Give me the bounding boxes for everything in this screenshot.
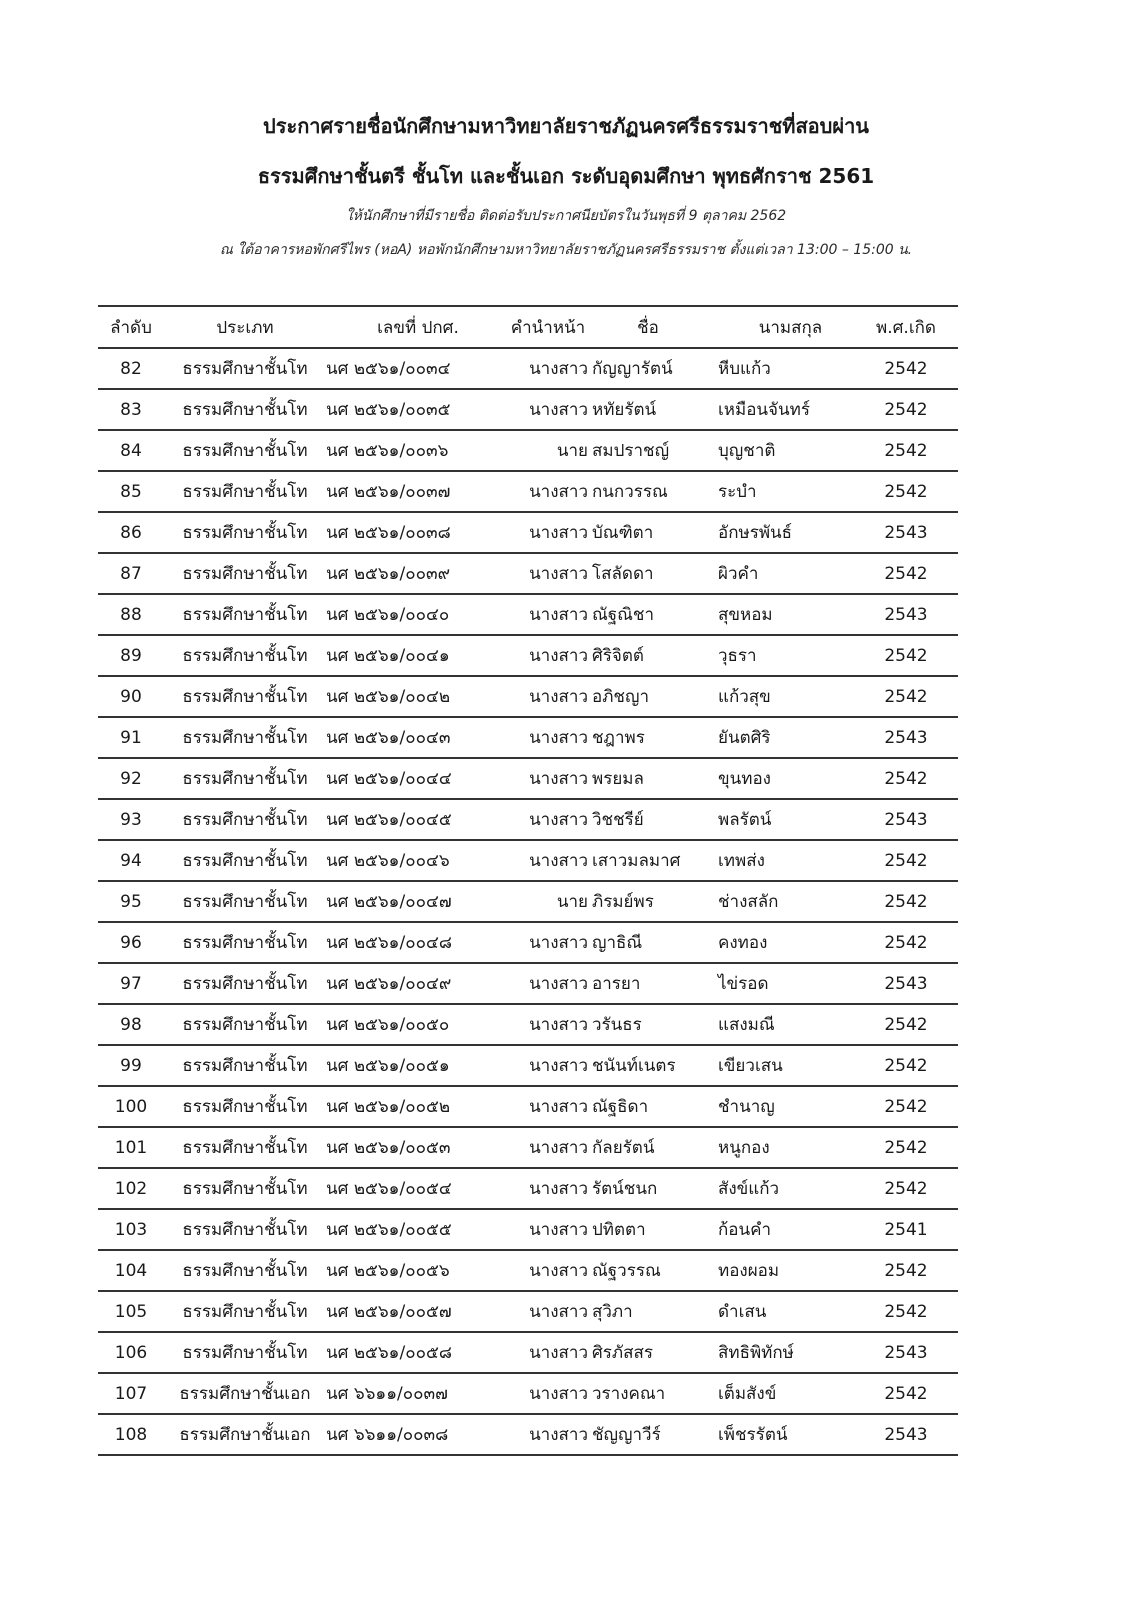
certificate-number-cell: นศ ๒๕๖๑/๐๐๓๙ [326,564,451,584]
type-cell: ธรรมศึกษาชั้นโท [182,1015,308,1035]
certificate-number-cell: นศ ๒๕๖๑/๐๐๓๕ [326,400,451,420]
table-row [98,1251,958,1292]
last-name-cell: อักษรพันธ์ [718,523,793,543]
certificate-number-cell: นศ ๒๕๖๑/๐๐๔๒ [326,687,451,707]
certificate-number-cell: นศ ๒๕๖๑/๐๐๕๐ [326,1015,450,1035]
sequence-cell: 100 [114,1097,148,1117]
prefix-cell: นางสาว [529,687,588,707]
sequence-cell: 94 [120,851,142,871]
prefix-cell: นางสาว [529,1138,588,1158]
table-row [98,1333,958,1374]
birth-year-cell: 2543 [884,1343,928,1363]
prefix-cell: นางสาว [529,400,588,420]
birth-year-cell: 2542 [884,1302,928,1322]
sequence-cell: 104 [114,1261,148,1281]
last-name-cell: ก้อนคำ [718,1220,772,1240]
last-name-cell: สุขหอม [718,605,773,625]
sequence-cell: 103 [114,1220,148,1240]
birth-year-cell: 2542 [884,687,928,707]
header-prefix: คำนำหน้า [510,318,586,338]
last-name-cell: พลรัตน์ [718,810,772,830]
document-subtitle: ธรรมศึกษาชั้นตรี ชั้นโท และชั้นเอก ระดับอุดมศึกษา พุทธศักราช 2561 [257,164,875,188]
last-name-cell: วุธรา [718,646,757,666]
certificate-number-cell: นศ ๒๕๖๑/๐๐๓๘ [326,523,451,543]
certificate-number-cell: นศ ๒๕๖๑/๐๐๔๑ [326,646,450,666]
first-name-cell: ภิรมย์พร [592,892,654,912]
table-row [98,595,958,636]
table-header-row [98,305,958,349]
certificate-number-cell: นศ ๒๕๖๑/๐๐๔๔ [326,769,452,789]
birth-year-cell: 2542 [884,1179,928,1199]
birth-year-cell: 2542 [884,1056,928,1076]
table-row [98,1087,958,1128]
certificate-number-cell: นศ ๒๕๖๑/๐๐๔๐ [326,605,450,625]
birth-year-cell: 2542 [884,1015,928,1035]
type-cell: ธรรมศึกษาชั้นโท [182,1179,308,1199]
sequence-cell: 91 [120,728,142,748]
prefix-cell: นางสาว [529,810,588,830]
last-name-cell: ชำนาญ [718,1097,775,1117]
table-row [98,841,958,882]
header-certificate: เลขที่ ปกศ. [377,318,459,338]
header-last-name: นามสกุล [758,318,823,338]
sequence-cell: 85 [120,482,142,502]
first-name-cell: โสลัดดา [592,564,654,584]
first-name-cell: กนกวรรณ [592,482,668,502]
type-cell: ธรรมศึกษาชั้นโท [182,564,308,584]
certificate-number-cell: นศ ๒๕๖๑/๐๐๔๗ [326,892,452,912]
prefix-cell: นางสาว [529,1384,588,1404]
first-name-cell: หทัยรัตน์ [592,400,657,420]
first-name-cell: ญาธิณี [592,933,643,953]
table-row [98,513,958,554]
sequence-cell: 98 [120,1015,142,1035]
prefix-cell: นางสาว [529,523,588,543]
table-row [98,1415,958,1456]
first-name-cell: วิชชรีย์ [592,810,644,830]
sequence-cell: 96 [120,933,142,953]
prefix-cell: นางสาว [529,769,588,789]
birth-year-cell: 2542 [884,400,928,420]
first-name-cell: ณัฐธิดา [592,1097,649,1117]
sequence-cell: 89 [120,646,142,666]
first-name-cell: เสาวมลมาศ [592,851,681,871]
table-row [98,390,958,431]
certificate-number-cell: นศ ๒๕๖๑/๐๐๔๙ [326,974,452,994]
table-row [98,1210,958,1251]
first-name-cell: สุวิภา [592,1302,633,1322]
last-name-cell: เพ็ชรรัตน์ [718,1425,788,1445]
prefix-cell: นางสาว [529,564,588,584]
certificate-number-cell: นศ ๒๕๖๑/๐๐๔๖ [326,851,450,871]
birth-year-cell: 2543 [884,728,928,748]
last-name-cell: แสงมณี [718,1015,775,1035]
header-sequence: ลำดับ [110,318,152,338]
prefix-cell: นางสาว [529,974,588,994]
sequence-cell: 97 [120,974,142,994]
type-cell: ธรรมศึกษาชั้นโท [182,687,308,707]
last-name-cell: ยันตศิริ [718,728,771,748]
sequence-cell: 99 [120,1056,142,1076]
last-name-cell: ช่างสลัก [718,892,779,912]
prefix-cell: นาย [556,441,588,461]
first-name-cell: ศิรภัสสร [592,1343,654,1363]
type-cell: ธรรมศึกษาชั้นโท [182,1261,308,1281]
sequence-cell: 92 [120,769,142,789]
sequence-cell: 102 [114,1179,148,1199]
type-cell: ธรรมศึกษาชั้นโท [182,933,308,953]
type-cell: ธรรมศึกษาชั้นเอก [179,1425,311,1445]
first-name-cell: บัณฑิตา [592,523,654,543]
certificate-number-cell: นศ ๒๕๖๑/๐๐๓๔ [326,359,451,379]
type-cell: ธรรมศึกษาชั้นโท [182,728,308,748]
prefix-cell: นางสาว [529,1425,588,1445]
first-name-cell: ณัฐณิชา [592,605,655,625]
last-name-cell: ไข่รอด [718,974,769,994]
prefix-cell: นางสาว [529,1302,588,1322]
first-name-cell: ศิริจิตต์ [592,646,644,666]
type-cell: ธรรมศึกษาชั้นโท [182,974,308,994]
sequence-cell: 93 [120,810,142,830]
certificate-number-cell: นศ ๒๕๖๑/๐๐๕๘ [326,1343,452,1363]
birth-year-cell: 2542 [884,1138,928,1158]
prefix-cell: นางสาว [529,1056,588,1076]
prefix-cell: นางสาว [529,646,588,666]
type-cell: ธรรมศึกษาชั้นโท [182,605,308,625]
first-name-cell: ปทิตตา [592,1220,646,1240]
sequence-cell: 84 [120,441,142,461]
type-cell: ธรรมศึกษาชั้นเอก [179,1384,311,1404]
table-row [98,1128,958,1169]
table-row [98,1005,958,1046]
last-name-cell: แก้วสุข [718,687,771,707]
last-name-cell: เต็มสังข์ [718,1384,777,1404]
table-body [98,349,958,1456]
type-cell: ธรรมศึกษาชั้นโท [182,359,308,379]
certificate-number-cell: นศ ๒๕๖๑/๐๐๓๗ [326,482,451,502]
type-cell: ธรรมศึกษาชั้นโท [182,851,308,871]
last-name-cell: ขุนทอง [718,769,771,789]
sequence-cell: 90 [120,687,142,707]
document-title: ประกาศรายชื่อนักศึกษามหาวิทยาลัยราชภัฏนครศรีธรรมราชที่สอบผ่าน [263,114,869,138]
birth-year-cell: 2542 [884,564,928,584]
birth-year-cell: 2543 [884,974,928,994]
first-name-cell: อภิชญา [592,687,649,707]
sequence-cell: 86 [120,523,142,543]
first-name-cell: สมปราชญ์ [592,441,670,461]
birth-year-cell: 2543 [884,810,928,830]
sequence-cell: 106 [114,1343,148,1363]
sequence-cell: 83 [120,400,142,420]
sequence-cell: 101 [114,1138,148,1158]
type-cell: ธรรมศึกษาชั้นโท [182,1343,308,1363]
prefix-cell: นางสาว [529,728,588,748]
type-cell: ธรรมศึกษาชั้นโท [182,892,308,912]
birth-year-cell: 2542 [884,482,928,502]
birth-year-cell: 2543 [884,523,928,543]
type-cell: ธรรมศึกษาชั้นโท [182,1302,308,1322]
type-cell: ธรรมศึกษาชั้นโท [182,1220,308,1240]
type-cell: ธรรมศึกษาชั้นโท [182,441,308,461]
last-name-cell: หนูกอง [718,1138,770,1158]
birth-year-cell: 2541 [884,1220,928,1240]
type-cell: ธรรมศึกษาชั้นโท [182,1097,308,1117]
first-name-cell: ณัฐวรรณ [592,1261,661,1281]
certificate-number-cell: นศ ๖๖๑๑/๐๐๓๗ [326,1384,448,1404]
table-row [98,1292,958,1333]
table-row [98,718,958,759]
type-cell: ธรรมศึกษาชั้นโท [182,810,308,830]
table-row [98,677,958,718]
sequence-cell: 87 [120,564,142,584]
certificate-number-cell: นศ ๒๕๖๑/๐๐๔๓ [326,728,451,748]
birth-year-cell: 2542 [884,851,928,871]
first-name-cell: อารยา [592,974,641,994]
certificate-number-cell: นศ ๒๕๖๑/๐๐๕๔ [326,1179,452,1199]
last-name-cell: สังข์แก้ว [718,1179,780,1199]
type-cell: ธรรมศึกษาชั้นโท [182,1138,308,1158]
certificate-number-cell: นศ ๒๕๖๑/๐๐๕๑ [326,1056,450,1076]
first-name-cell: วรันธร [592,1015,642,1035]
sequence-cell: 108 [114,1425,148,1445]
table-row [98,1046,958,1087]
last-name-cell: ผิวคำ [718,564,759,584]
first-name-cell: กัญญารัตน์ [592,359,673,379]
first-name-cell: กัลยรัตน์ [592,1138,655,1158]
first-name-cell: วรางคณา [592,1384,666,1404]
table-row [98,964,958,1005]
first-name-cell: ชนันท์เนตร [592,1056,676,1076]
prefix-cell: นางสาว [529,1343,588,1363]
table-row [98,554,958,595]
prefix-cell: นางสาว [529,1015,588,1035]
table-row [98,923,958,964]
table-row [98,759,958,800]
type-cell: ธรรมศึกษาชั้นโท [182,482,308,502]
birth-year-cell: 2542 [884,1384,928,1404]
certificate-number-cell: นศ ๒๕๖๑/๐๐๔๕ [326,810,452,830]
birth-year-cell: 2542 [884,441,928,461]
prefix-cell: นางสาว [529,1179,588,1199]
birth-year-cell: 2543 [884,1425,928,1445]
header-type: ประเภท [216,318,274,338]
prefix-cell: นางสาว [529,851,588,871]
last-name-cell: เหมือนจันทร์ [718,400,810,420]
pickup-note-location: ณ ใต้อาคารหอพักศรีไพร (หอA) หอพักนักศึกษามหาวิทยาลัยราชภัฏนครศรีธรรมราช ตั้งแต่เวลา 13:00 – 15:00 น. [219,242,913,258]
last-name-cell: คงทอง [718,933,768,953]
last-name-cell: ดำเสน [718,1302,767,1322]
certificate-number-cell: นศ ๒๕๖๑/๐๐๕๓ [326,1138,451,1158]
table-row [98,1169,958,1210]
last-name-cell: หีบแก้ว [718,359,771,379]
first-name-cell: รัตน์ชนก [592,1179,658,1199]
prefix-cell: นางสาว [529,933,588,953]
sequence-cell: 88 [120,605,142,625]
prefix-cell: นางสาว [529,359,588,379]
type-cell: ธรรมศึกษาชั้นโท [182,1056,308,1076]
last-name-cell: สิทธิพิทักษ์ [718,1343,794,1363]
birth-year-cell: 2542 [884,359,928,379]
birth-year-cell: 2542 [884,1261,928,1281]
certificate-number-cell: นศ ๒๕๖๑/๐๐๕๕ [326,1220,452,1240]
prefix-cell: นางสาว [529,1097,588,1117]
birth-year-cell: 2542 [884,1097,928,1117]
sequence-cell: 107 [114,1384,148,1404]
birth-year-cell: 2543 [884,605,928,625]
header-birth-year: พ.ศ.เกิด [876,318,936,338]
type-cell: ธรรมศึกษาชั้นโท [182,769,308,789]
pickup-note-date: ให้นักศึกษาที่มีรายชื่อ ติดต่อรับประกาศนียบัตรในวันพุธที่ 9 ตุลาคม 2562 [345,208,787,224]
table-row [98,882,958,923]
certificate-number-cell: นศ ๒๕๖๑/๐๐๕๒ [326,1097,451,1117]
certificate-number-cell: นศ ๖๖๑๑/๐๐๓๘ [326,1425,449,1445]
birth-year-cell: 2542 [884,892,928,912]
type-cell: ธรรมศึกษาชั้นโท [182,523,308,543]
table-row [98,636,958,677]
birth-year-cell: 2542 [884,646,928,666]
last-name-cell: ทองผอม [718,1261,780,1281]
certificate-number-cell: นศ ๒๕๖๑/๐๐๕๖ [326,1261,450,1281]
sequence-cell: 95 [120,892,142,912]
birth-year-cell: 2542 [884,769,928,789]
first-name-cell: ชฎาพร [592,728,645,748]
table-row [98,472,958,513]
table-row [98,1374,958,1415]
type-cell: ธรรมศึกษาชั้นโท [182,400,308,420]
prefix-cell: นางสาว [529,1261,588,1281]
first-name-cell: พรยมล [592,769,644,789]
certificate-number-cell: นศ ๒๕๖๑/๐๐๕๗ [326,1302,452,1322]
last-name-cell: เทพส่ง [718,851,765,871]
certificate-number-cell: นศ ๒๕๖๑/๐๐๓๖ [326,441,449,461]
type-cell: ธรรมศึกษาชั้นโท [182,646,308,666]
sequence-cell: 82 [120,359,142,379]
prefix-cell: นางสาว [529,1220,588,1240]
sequence-cell: 105 [114,1302,148,1322]
certificate-number-cell: นศ ๒๕๖๑/๐๐๔๘ [326,933,452,953]
last-name-cell: บุญชาติ [718,441,776,461]
prefix-cell: นาย [556,892,588,912]
last-name-cell: ระบำ [718,482,757,502]
last-name-cell: เขียวเสน [718,1056,783,1076]
table-row [98,349,958,390]
prefix-cell: นางสาว [529,605,588,625]
table-row [98,431,958,472]
results-table [98,305,958,1456]
prefix-cell: นางสาว [529,482,588,502]
birth-year-cell: 2542 [884,933,928,953]
table-row [98,800,958,841]
first-name-cell: ชัญญาวีร์ [592,1425,661,1445]
header-first-name: ชื่อ [637,318,659,338]
